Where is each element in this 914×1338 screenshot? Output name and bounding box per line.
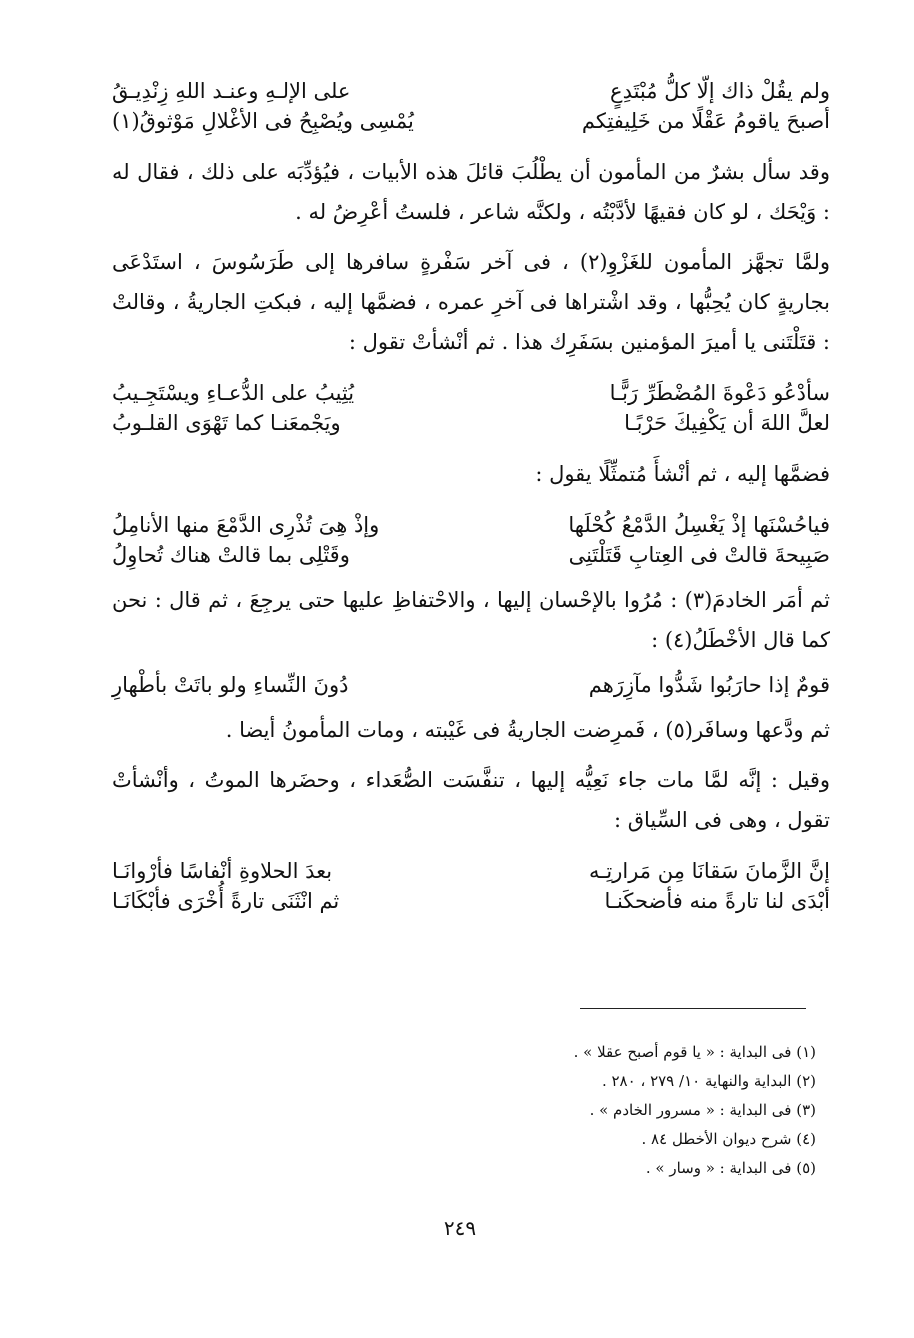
verse-second-hemistich: وقَتْلِى بما قالتْ هناك تُحاوِلُ bbox=[112, 543, 350, 567]
verse-line bbox=[112, 106, 830, 136]
verse-line bbox=[112, 76, 830, 106]
verse-block-5 bbox=[112, 856, 830, 916]
verse-second-hemistich: يُثِيبُ على الدُّعـاءِ ويسْتَجِـيبُ bbox=[112, 381, 355, 405]
verse-line bbox=[112, 510, 830, 540]
page-number: ٢٤٩ bbox=[443, 1216, 477, 1240]
verse-line bbox=[112, 408, 830, 438]
paragraph: ولمَّا تجهَّز المأمون للغَزْوِ(٢) ، فى آخر سَفْرةٍ سافرها إلى طَرَسُوسَ ، استَدْعَى بجاريةٍ كان يُحِبُّها ، وقد اشْتراها فى آخرِ عمره ، فضمَّها إليه ، فبكتِ الجاريةُ ، وقالتْ : قتَلْتَنى يا أميرَ المؤمنين بسَفَرِك هذا . ثم أنْشأتْ تقول : bbox=[112, 250, 830, 354]
verse-block-3 bbox=[112, 510, 830, 570]
verse-first-hemistich: ولم يقُلْ ذاك إلّا كلُّ مُبْتَدِعٍ bbox=[610, 79, 830, 103]
verse-second-hemistich: دُونَ النِّساءِ ولو باتَتْ بأطْهارِ bbox=[112, 673, 349, 697]
verse-first-hemistich: قومٌ إذا حارَبُوا شَدُّوا مآزِرَهم bbox=[588, 673, 830, 697]
footnote: (٢) البداية والنهاية ١٠/ ٢٧٩ ، ٢٨٠ . bbox=[601, 1072, 816, 1090]
verse-block-1 bbox=[112, 76, 830, 136]
page-body bbox=[112, 76, 830, 916]
verse-first-hemistich: سأدْعُو دَعْوةَ المُضْطَرِّ رَبًّـا bbox=[609, 381, 830, 405]
verse-line bbox=[112, 886, 830, 916]
verse-block-2 bbox=[112, 378, 830, 438]
verse-second-hemistich: ثم انْثَنَى تارةً أُخْرَى فأبْكَانَـا bbox=[112, 889, 340, 913]
footnote: (٥) فى البداية : « وسار » . bbox=[645, 1159, 816, 1177]
verse-line bbox=[112, 856, 830, 886]
verse-second-hemistich: وإذْ هِىَ تُذْرِى الدَّمْعَ منها الأنامِلُ bbox=[112, 513, 380, 537]
verse-second-hemistich: على الإلـهِ وعنـد اللهِ زِنْدِيـقُ bbox=[112, 79, 351, 103]
verse-first-hemistich: أبْدَى لنا تارةً منه فأضحكَنـا bbox=[604, 889, 830, 913]
footnote-separator bbox=[580, 1008, 806, 1009]
verse-second-hemistich: يُمْسِى ويُصْبِحُ فى الأغْلالِ مَوْثوقُ(١) bbox=[112, 109, 414, 133]
verse-first-hemistich: فياحُسْنَها إذْ يَغْسِلُ الدَّمْعُ كُحْلَها bbox=[568, 513, 830, 537]
paragraph: وقد سأل بشرٌ من المأمون أن يطْلُبَ قائلَ هذه الأبيات ، فيُؤدِّبَه على ذلك ، فقال له : وَيْحَك ، لو كان فقيهًا لأدَّبْتُه ، ولكنَّه شاعر ، فلستُ أعْرِضُ له . bbox=[112, 160, 830, 224]
verse-first-hemistich: إنَّ الزَّمانَ سَقانَا مِن مَرارتِـه bbox=[588, 859, 830, 883]
verse-second-hemistich: ويَجْمعَنـا كما تَهْوَى القلـوبُ bbox=[112, 411, 341, 435]
verse-line bbox=[112, 378, 830, 408]
verse-first-hemistich: صَبِيحةَ قالتْ فى العِتابِ قَتَلْتَنِى bbox=[568, 543, 830, 567]
footnote: (١) فى البداية : « يا قوم أصبح عقلا » . bbox=[573, 1043, 816, 1061]
paragraph: وقيل : إنَّه لمَّا مات جاء نَعِيُّه إليها ، تنفَّسَت الصُّعَداء ، وحضَرها الموتُ ، وأنْشأتْ تقول ، وهى فى السِّياق : bbox=[112, 768, 830, 832]
verse-first-hemistich: لعلَّ اللهَ أن يَكْفِيكَ حَرْبًـا bbox=[624, 411, 830, 435]
verse-line bbox=[112, 540, 830, 570]
footnotes bbox=[300, 1038, 816, 1183]
paragraph: ثم أمَر الخادمَ(٣) : مُرُوا بالإحْسان إليها ، والاحْتفاظِ عليها حتى يرجِعَ ، ثم قال : نحن كما قال الأخْطَلُ(٤) : bbox=[112, 588, 830, 652]
footnote: (٤) شرح ديوان الأخطل ٨٤ . bbox=[641, 1130, 816, 1148]
verse-first-hemistich: أصبحَ ياقومُ عَقْلًا من خَلِيفتِكم bbox=[581, 109, 830, 133]
verse-second-hemistich: بعدَ الحلاوةِ أنْفاسًا فأرْوانَـا bbox=[112, 859, 333, 883]
verse-block-4 bbox=[112, 670, 830, 700]
paragraph: فضمَّها إليه ، ثم أنْشأَ مُتمثِّلًا يقول : bbox=[535, 462, 830, 486]
footnote: (٣) فى البداية : « مسرور الخادم » . bbox=[589, 1101, 816, 1119]
paragraph: ثم ودَّعها وسافَر(٥) ، فَمرِضت الجاريةُ فى غَيْبته ، ومات المأمونُ أيضا . bbox=[225, 718, 830, 742]
verse-line bbox=[112, 670, 830, 700]
